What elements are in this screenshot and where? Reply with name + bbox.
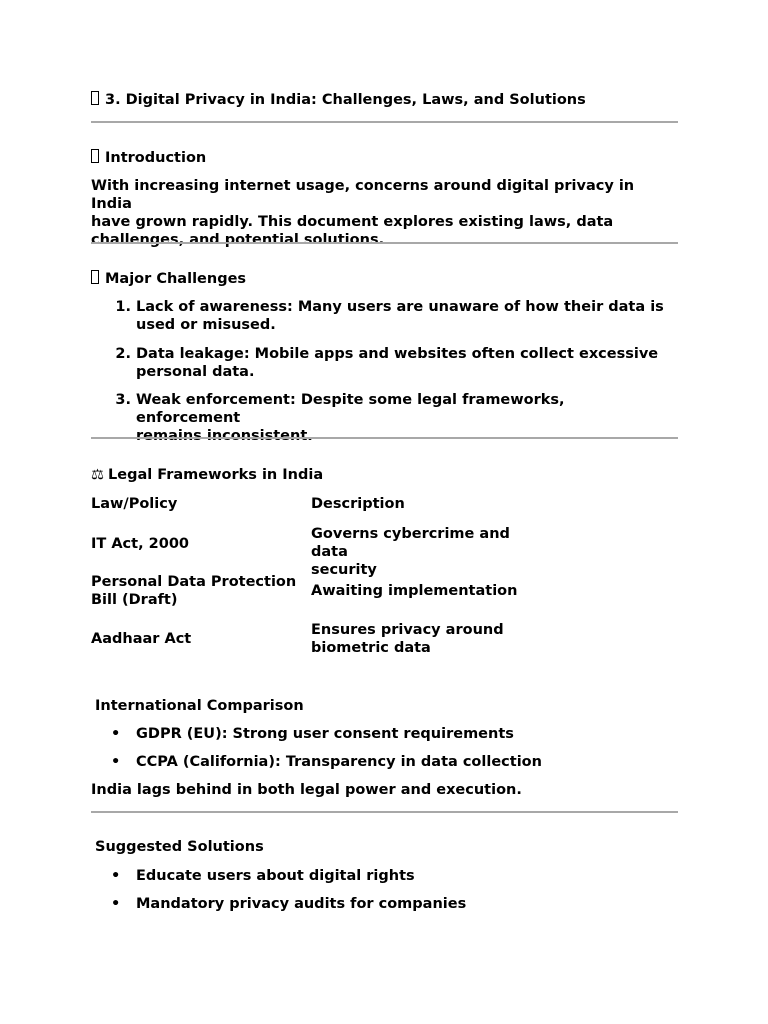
- list-item-line: Data leakage: Mobile apps and websites often collect excessive: [136, 346, 659, 362]
- table-header-description: Description: [311, 496, 405, 512]
- list-number: 1.: [115, 299, 131, 315]
- bullet: •: [111, 754, 121, 770]
- list-item: [111, 895, 466, 913]
- table-cell-law: [91, 535, 303, 553]
- introduction-heading-text: Introduction: [105, 150, 207, 166]
- list-item-line: personal data.: [136, 364, 255, 380]
- table-header-law: Law/Policy: [91, 496, 178, 512]
- solutions-heading: Suggested Solutions: [95, 839, 264, 855]
- table-cell-law: [91, 630, 303, 648]
- paragraph-line: have grown rapidly. This document explores existing laws, data: [91, 214, 614, 230]
- international-heading: International Comparison: [95, 698, 304, 714]
- table-cell-description: [311, 525, 551, 579]
- cell-line: Bill (Draft): [91, 592, 178, 608]
- list-item: [111, 867, 415, 885]
- box-icon: [91, 91, 99, 105]
- cell-line: Governs cybercrime and data: [311, 526, 510, 560]
- cell-line: biometric data: [311, 640, 431, 656]
- list-item-text: [136, 298, 666, 334]
- list-item-line: Weak enforcement: Despite some legal frameworks, enforcement: [136, 392, 565, 426]
- challenges-heading: [91, 270, 246, 288]
- list-item-text: GDPR (EU): Strong user consent requirements: [136, 726, 514, 742]
- list-item-text: CCPA (California): Transparency in data collection: [136, 754, 542, 770]
- introduction-heading: [91, 149, 206, 167]
- list-item-line: Lack of awareness: Many users are unaware of how their data is: [136, 299, 664, 315]
- divider: [91, 811, 678, 813]
- list-number: 3.: [115, 392, 131, 408]
- list-item-line: remains inconsistent.: [136, 428, 313, 444]
- page-title-text: 3. Digital Privacy in India: Challenges, Laws, and Solutions: [105, 92, 586, 108]
- cell-line: Aadhaar Act: [91, 631, 192, 647]
- divider: [91, 121, 678, 123]
- cell-line: Ensures privacy around: [311, 622, 504, 638]
- bullet: •: [111, 896, 121, 912]
- list-item-text: Educate users about digital rights: [136, 868, 415, 884]
- cell-line: Personal Data Protection: [91, 574, 297, 590]
- legal-heading: [91, 466, 323, 484]
- divider: [91, 242, 678, 244]
- bullet: •: [111, 868, 121, 884]
- list-item-text: [136, 345, 666, 381]
- legal-heading-text: Legal Frameworks in India: [108, 467, 324, 483]
- list-item-text: Mandatory privacy audits for companies: [136, 896, 467, 912]
- box-icon: [91, 149, 99, 163]
- list-item-line: used or misused.: [136, 317, 276, 333]
- list-item: [111, 753, 542, 771]
- cell-line: IT Act, 2000: [91, 536, 189, 552]
- challenges-heading-text: Major Challenges: [105, 271, 247, 287]
- introduction-paragraph: [91, 177, 671, 249]
- list-number: 2.: [115, 346, 131, 362]
- paragraph-line: With increasing internet usage, concerns around digital privacy in India: [91, 178, 635, 212]
- list-item: [111, 725, 514, 743]
- divider: [91, 437, 678, 439]
- cell-line: Awaiting implementation: [311, 583, 518, 599]
- table-cell-description: [311, 621, 551, 657]
- bullet: •: [111, 726, 121, 742]
- page-title: [91, 91, 586, 109]
- international-conclusion: India lags behind in both legal power and execution.: [91, 782, 522, 798]
- scales-icon: ⚖: [91, 467, 104, 483]
- box-icon: [91, 270, 99, 284]
- table-cell-law: [91, 573, 303, 609]
- table-cell-description: [311, 582, 551, 600]
- cell-line: security: [311, 562, 377, 578]
- paragraph-line: challenges, and potential solutions.: [91, 232, 385, 248]
